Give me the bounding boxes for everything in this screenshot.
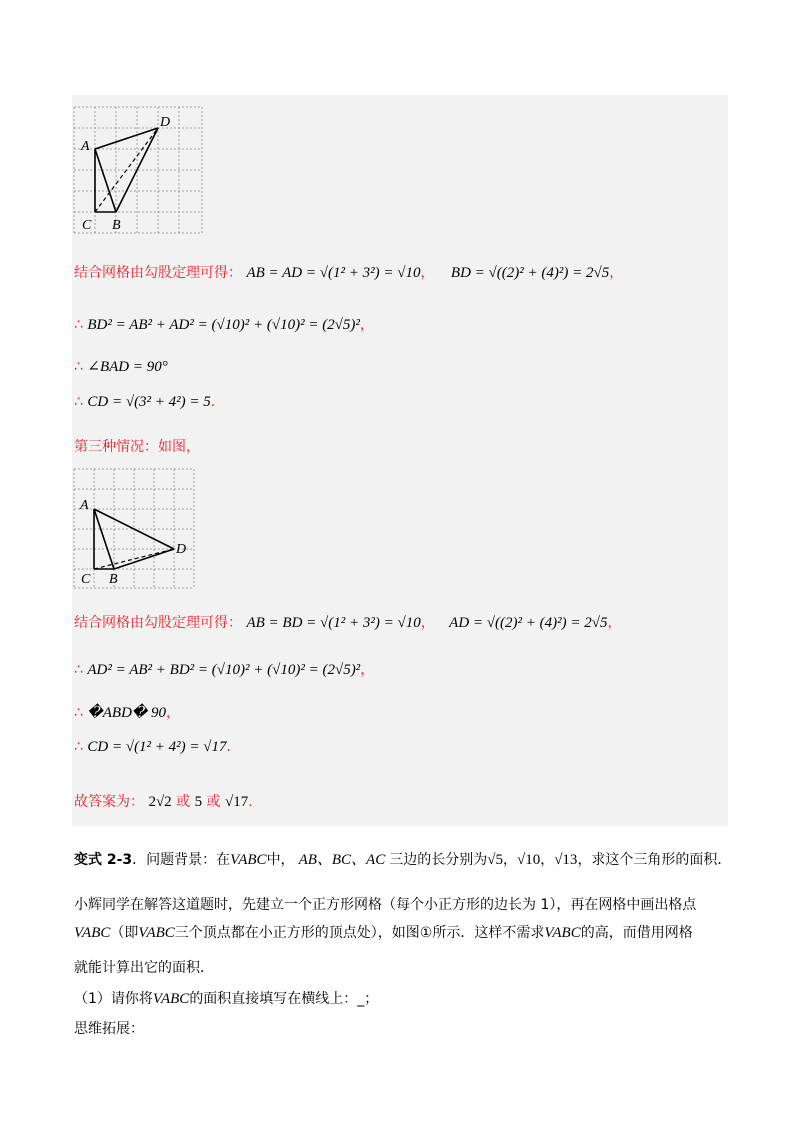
problem-line-3 xyxy=(74,922,693,942)
label-D: D xyxy=(160,115,171,130)
grid-figure-2 xyxy=(72,467,198,591)
problem-line-6: 思维拓展： xyxy=(74,1021,144,1037)
case2-line4 xyxy=(74,360,168,375)
answer-or-1: 或 xyxy=(176,794,191,810)
problem-text: ．问题背景：在 xyxy=(132,852,231,868)
problem-line-4: 就能计算出它的面积． xyxy=(74,960,214,976)
triangle-symbol: VABC xyxy=(152,991,190,1007)
problem-text: 的高，而借用网格 xyxy=(580,925,693,941)
case2-eq1: AB = AD = √(1² + 3²) = √10 xyxy=(246,265,421,281)
triangle-symbol: VABC xyxy=(230,852,267,868)
therefore-symbol: ∴ xyxy=(74,662,83,678)
side-length-1: √5 xyxy=(487,852,503,868)
case3-line4: ∴ �ABD� 90， xyxy=(74,705,181,721)
segment-BD xyxy=(114,549,174,569)
case3-eq4: �ABD� 90 xyxy=(87,705,167,721)
answer-value-1: 2√2 xyxy=(148,794,172,810)
case2-line5: ∴ CD = √(3² + 4²) = 5． xyxy=(74,394,225,410)
case2-line3: ∴ BD² = AB² + AD² = (√10)² + (√10)² = (2√5)²， xyxy=(74,317,374,333)
case3-eq1: AB = BD = √(1² + 3²) = √10 xyxy=(246,615,421,631)
problem-text: （1）请你将 xyxy=(74,991,153,1007)
grid-figure-1 xyxy=(72,105,206,235)
case3-eq2: AD = √((2)² + (4)²) = 2√5 xyxy=(449,615,608,631)
label-A: A xyxy=(80,498,89,513)
segment-CD-dashed xyxy=(95,128,158,212)
problem-text: ，求这个三角形的面积． xyxy=(577,852,732,868)
case3-eq5: CD = √(1² + 4²) = √17 xyxy=(87,739,227,755)
problem-line-1: 变式 2-3．问题背景：在VABC中， AB、BC、AC 三边的长分别为√5，√10，√13，求这个三角形的面积． xyxy=(74,852,732,868)
side-length-3: √13 xyxy=(554,852,578,868)
therefore-symbol: ∴ xyxy=(74,359,83,375)
answer-or-2: 或 xyxy=(206,794,221,810)
therefore-symbol: ∴ xyxy=(74,705,83,721)
case2-eq4: ∠BAD = 90° xyxy=(87,359,168,375)
case2-eq5: CD = √(3² + 4²) = 5 xyxy=(87,394,211,410)
segment-AB xyxy=(95,149,116,212)
problem-line-2: 小辉同学在解答这道题时，先建立一个正方形网格（每个小正方形的边长为 1），再在网格中画出格点 xyxy=(74,897,697,913)
therefore-symbol: ∴ xyxy=(74,317,83,333)
label-B: B xyxy=(112,218,121,233)
triangle-symbol: VABC xyxy=(544,925,581,941)
problem-text: 的面积直接填写在横线上：_； xyxy=(189,991,379,1007)
label-C: C xyxy=(81,572,91,587)
label-D: D xyxy=(176,542,187,557)
problem-text: 三个顶点都在小正方形的顶点处），如图①所示．这样不需求 xyxy=(174,925,545,941)
problem-text: （即 xyxy=(110,925,139,941)
label-B: B xyxy=(109,572,118,587)
sides-list: AB、BC、AC xyxy=(298,852,386,868)
answer-label: 故答案为： xyxy=(74,794,144,810)
case2-intro-line: 结合网格由勾股定理可得： AB = AD = √(1² + 3²) = √10， BD = √((2)² + (4)²) = 2√5， xyxy=(74,265,624,281)
problem-title: 变式 2-3 xyxy=(74,852,133,868)
label-A: A xyxy=(81,139,90,154)
label-C: C xyxy=(82,218,92,233)
answer-period: . xyxy=(248,794,253,810)
answer-value-2: 5 xyxy=(194,794,203,810)
case2-intro: 结合网格由勾股定理可得： xyxy=(74,265,242,281)
case3-eq3: AD² = AB² + BD² = (√10)² + (√10)² = (2√5)² xyxy=(87,662,361,678)
answer-value-3: √17 xyxy=(225,794,249,810)
triangle-symbol: VABC xyxy=(74,925,111,941)
problem-text: 中， xyxy=(266,852,295,868)
therefore-symbol: ∴ xyxy=(74,394,83,410)
case3-intro-line: 结合网格由勾股定理可得： AB = BD = √(1² + 3²) = √10， AD = √((2)² + (4)²) = 2√5， xyxy=(74,615,622,631)
triangle-symbol: VABC xyxy=(138,925,175,941)
problem-line-5 xyxy=(74,988,378,1008)
answer-line xyxy=(74,795,253,810)
case3-line5: ∴ CD = √(1² + 4²) = √17． xyxy=(74,739,241,755)
side-length-2: √10 xyxy=(516,852,541,868)
problem-text: 三边的长分别为 xyxy=(389,852,488,868)
case2-eq2: BD = √((2)² + (4)²) = 2√5 xyxy=(450,265,610,281)
therefore-symbol: ∴ xyxy=(74,739,83,755)
case3-intro: 结合网格由勾股定理可得： xyxy=(74,615,242,631)
case3-heading: 第三种情况：如图， xyxy=(74,439,200,455)
case3-line3: ∴ AD² = AB² + BD² = (√10)² + (√10)² = (2√5)²， xyxy=(74,662,375,678)
case2-eq3: BD² = AB² + AD² = (√10)² + (√10)² = (2√5)² xyxy=(87,317,360,333)
